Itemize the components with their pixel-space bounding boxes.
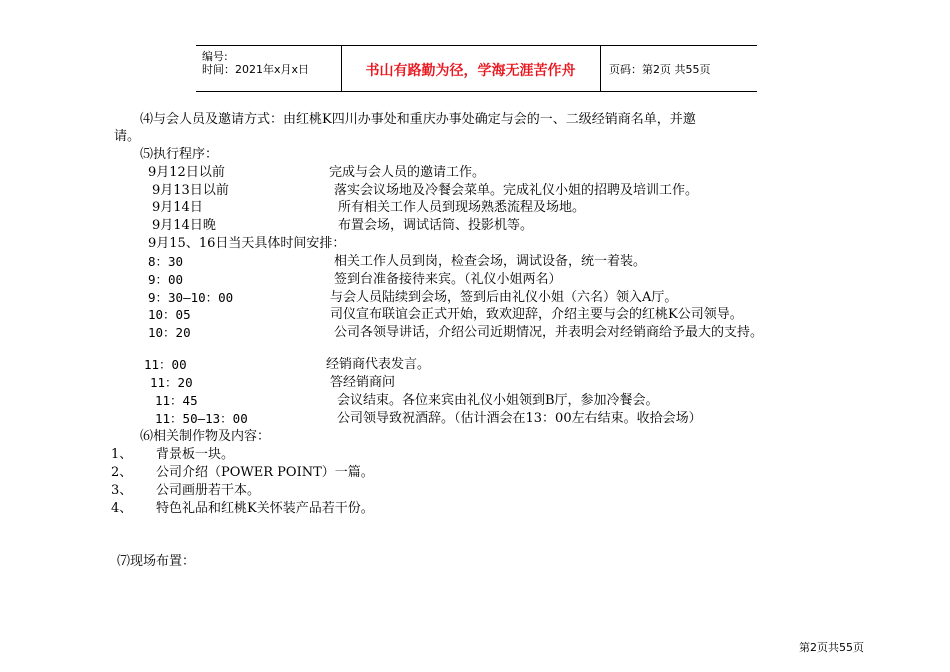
page-footer: 第2页共55页 [799, 641, 864, 654]
section4-line1: ⑷与会人员及邀请方式：由红桃K四川办事处和重庆办事处确定与会的一、二级经销商名单，并邀 [140, 112, 696, 127]
list-item-text: 公司介绍（POWER POINT）一篇。 [156, 465, 374, 480]
prep-time: 9月13日以前 [152, 183, 229, 198]
schedule-time: 9：00 [148, 272, 184, 287]
list-item-number: 1、 [111, 447, 133, 462]
schedule-task: 与会人员陆续到会场，签到后由礼仪小姐（六名）领入A厅。 [330, 290, 678, 305]
prep-task: 布置会场，调试话筒、投影机等。 [338, 218, 534, 233]
schedule-title: 9月15、16日当天具体时间安排： [148, 236, 346, 251]
section7-title: ⑺现场布置： [117, 554, 196, 569]
time-label: 时间：2021年x月x日 [202, 63, 310, 76]
schedule-time: 8：30 [148, 254, 184, 269]
prep-task: 完成与会人员的邀请工作。 [329, 165, 486, 180]
schedule-task: 公司各领导讲话，介绍公司近期情况，并表明会对经销商给予最大的支持。 [334, 325, 764, 340]
schedule-task: 会议结束。各位来宾由礼仪小姐领到B厅，参加冷餐会。 [337, 393, 659, 408]
schedule-task: 相关工作人员到岗，检查会场，调试设备，统一着装。 [334, 254, 647, 269]
schedule-time: 11：50—13：00 [155, 411, 248, 426]
section4-line2: 请。 [114, 129, 141, 144]
list-item-number: 2、 [111, 465, 133, 480]
list-item-text: 公司画册若干本。 [156, 483, 261, 498]
prep-time: 9月14日晚 [152, 218, 216, 233]
schedule-time: 9：30—10：00 [148, 290, 234, 305]
header-motto: 书山有路勤为径，学海无涯苦作舟 [365, 63, 576, 79]
list-item-text: 特色礼品和红桃K关怀装产品若干份。 [156, 501, 374, 516]
schedule-task: 经销商代表发言。 [326, 357, 431, 372]
prep-time: 9月14日 [152, 200, 203, 215]
prep-task: 所有相关工作人员到现场熟悉流程及场地。 [338, 200, 586, 215]
schedule-time: 11：45 [155, 393, 198, 408]
schedule-time: 10：05 [148, 307, 191, 322]
serial-label: 编号: [202, 50, 228, 63]
schedule-time: 11：20 [150, 375, 193, 390]
section5-title: ⑸执行程序： [140, 147, 219, 162]
schedule-task: 公司领导致祝酒辞。（估计酒会在13：00左右结束。收拾会场） [337, 411, 702, 426]
list-item-text: 背景板一块。 [156, 447, 235, 462]
schedule-task: 签到台准备接待来宾。（礼仪小姐两名） [334, 272, 562, 287]
header-bottom-rule [196, 91, 757, 92]
page-label: 页码：第2页 共55页 [609, 63, 711, 76]
schedule-task: 答经销商问 [330, 375, 396, 390]
prep-task: 落实会议场地及冷餐会菜单。完成礼仪小姐的招聘及培训工作。 [334, 183, 699, 198]
header-divider-right [600, 45, 601, 92]
section6-title: ⑹相关制作物及内容： [140, 429, 271, 444]
schedule-time: 10：20 [148, 325, 191, 340]
list-item-number: 4、 [111, 501, 133, 516]
header-top-rule [196, 45, 757, 46]
schedule-time: 11：00 [144, 357, 187, 372]
prep-time: 9月12日以前 [148, 165, 225, 180]
list-item-number: 3、 [111, 483, 133, 498]
document-header [196, 45, 757, 92]
schedule-task: 司仪宣布联谊会正式开始，致欢迎辞，介绍主要与会的红桃K公司领导。 [330, 307, 743, 322]
